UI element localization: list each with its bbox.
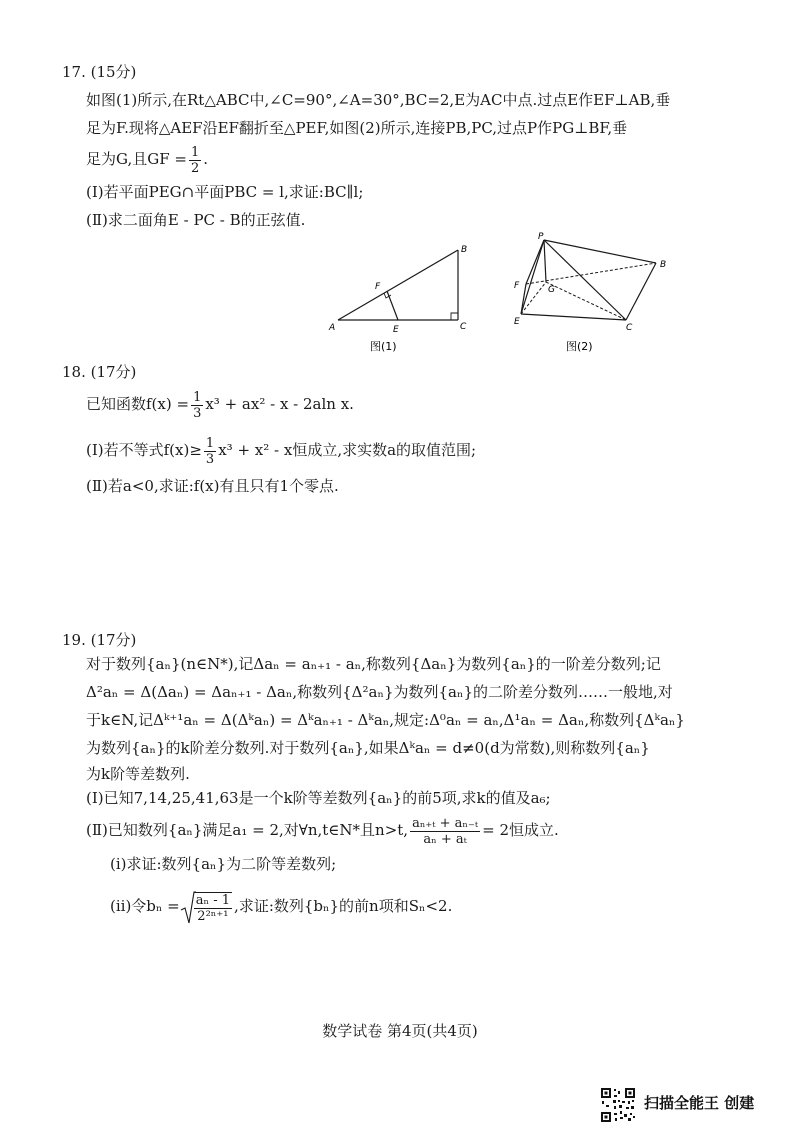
fig1-caption: 图(1) (370, 340, 397, 353)
q17-line-3-pre: 足为G,且GF = (86, 150, 187, 168)
fig2-edge-pc (544, 240, 626, 320)
q19-part-1: (Ⅰ)已知7,14,25,41,63是一个k阶等差数列{aₙ}的前5项,求k的值及a₆; (86, 789, 551, 807)
q19-part-2-ii-post: ,求证:数列{bₙ}的前n项和Sₙ<2. (234, 897, 453, 915)
q17-frac-den: 2 (190, 160, 200, 176)
fig2-edge-eg-hidden (521, 282, 546, 314)
fig2-caption: 图(2) (566, 340, 593, 353)
q19-frac-num: aₙ₊ₜ + aₙ₋ₜ (412, 815, 479, 831)
q19-line-2: Δ²aₙ = Δ(Δaₙ) = Δaₙ₊₁ - Δaₙ,称数列{Δ²aₙ}为数列{aₙ}的二阶差分数列……一般地,对 (86, 683, 673, 701)
q18-part-1 (86, 432, 476, 468)
q19-sqrt-num: aₙ - 1 (195, 893, 231, 908)
q18-frac-2 (204, 436, 216, 467)
figure-2 (506, 230, 676, 358)
fig2-label-g: G (548, 285, 555, 295)
fig2-label-e: E (514, 317, 520, 327)
q17-line-3-post: . (203, 150, 209, 168)
q18-frac-1-den: 3 (193, 405, 202, 421)
fig2-edge-cb (626, 263, 656, 320)
fig2-edge-pf (526, 240, 544, 284)
q19-frac-den: aₙ + aₜ (423, 831, 467, 847)
q19-sqrt-den: 2²ⁿ⁺¹ (197, 909, 229, 924)
q19-line-5: 为k阶等差数列. (86, 765, 190, 783)
q19-line-4: 为数列{aₙ}的k阶差分数列.对于数列{aₙ},如果Δᵏaₙ = d≠0(d为常数),则称数列{aₙ} (86, 739, 650, 757)
q19-sqrt-frac (194, 892, 232, 924)
q17-frac-num: 1 (190, 144, 200, 160)
q17-line-1: 如图(1)所示,在Rt△ABC中,∠C=90°,∠A=30°,BC=2,E为AC中点.过点E作EF⊥AB,垂 (86, 91, 671, 109)
q19-part-2-pre: (Ⅱ)已知数列{aₙ}满足a₁ = 2,对∀n,t∈N*且n>t, (86, 821, 409, 839)
fig1-label-a: A (329, 323, 336, 333)
q19-sqrt (180, 887, 234, 927)
page-footer: 数学试卷 第4页(共4页) (322, 1022, 478, 1040)
q19-frac (410, 816, 480, 847)
q18-line-1-pre: 已知函数f(x) = (86, 395, 190, 413)
fig1-label-c: C (460, 322, 467, 332)
fig2-label-p: P (538, 232, 544, 242)
q19-header: 19. (17分) (62, 631, 137, 649)
q18-line-1-post: x³ + ax² - x - 2aln x. (205, 395, 354, 413)
fig2-label-f: F (514, 281, 520, 291)
fig1-right-angle-c (451, 313, 458, 320)
fig2-label-c: C (626, 323, 633, 333)
q19-part-2-post: = 2恒成立. (482, 821, 559, 839)
q18-part-2: (Ⅱ)若a<0,求证:f(x)有且只有1个零点. (86, 477, 339, 495)
q17-line-2: 足为F.现将△AEF沿EF翻折至△PEF,如图(2)所示,连接PB,PC,过点P作PG⊥BF,垂 (86, 119, 628, 137)
q18-frac-2-den: 3 (205, 451, 215, 467)
q17-line-3 (86, 142, 208, 176)
figure-1 (326, 240, 476, 358)
q17-header: 17. (15分) (62, 63, 137, 81)
q17-part-2: (Ⅱ)求二面角E - PC - B的正弦值. (86, 211, 306, 229)
fig1-label-b: B (461, 245, 468, 255)
fig1-label-e: E (393, 325, 399, 335)
q19-part-2 (86, 812, 559, 848)
scanner-brand-text: 扫描全能王 创建 (644, 1094, 755, 1112)
fig1-side-ab (338, 250, 458, 320)
q18-part-1-post: x³ + x² - x恒成立,求实数a的取值范围; (218, 441, 477, 459)
q18-line-1 (86, 386, 354, 422)
q19-part-2-ii (110, 886, 452, 926)
fig1-segment-ef (387, 291, 398, 320)
fig2-edge-pe (521, 240, 544, 314)
q17-part-1: (Ⅰ)若平面PEG∩平面PBC = l,求证:BC∥l; (86, 183, 364, 201)
qr-code-icon (600, 1087, 636, 1123)
q18-frac-1-num: 1 (193, 389, 202, 405)
q18-part-1-pre: (Ⅰ)若不等式f(x)≥ (86, 441, 202, 459)
fig2-edge-pg (544, 240, 546, 282)
fig2-label-b: B (660, 260, 667, 270)
fig1-label-f: F (375, 282, 381, 292)
fig2-edge-gc-hidden (546, 282, 626, 320)
q18-header: 18. (17分) (62, 363, 137, 381)
q19-part-2-ii-pre: (ⅱ)令bₙ = (110, 897, 180, 915)
q19-line-3: 于k∈N,记Δᵏ⁺¹aₙ = Δ(Δᵏaₙ) = Δᵏaₙ₊₁ - Δᵏaₙ,规定:Δ⁰aₙ = aₙ,Δ¹aₙ = Δaₙ,称数列{Δᵏaₙ} (86, 711, 685, 729)
q17-fraction (189, 145, 201, 176)
q18-frac-2-num: 1 (205, 435, 215, 451)
q19-line-1: 对于数列{aₙ}(n∈N*),记Δaₙ = aₙ₊₁ - aₙ,称数列{Δaₙ}为数列{aₙ}的一阶差分数列;记 (86, 655, 661, 673)
q18-frac-1 (191, 390, 203, 421)
fig2-edge-pb (544, 240, 656, 263)
q19-part-2-i: (ⅰ)求证:数列{aₙ}为二阶等差数列; (110, 855, 337, 873)
fig2-edge-ec (521, 314, 626, 320)
